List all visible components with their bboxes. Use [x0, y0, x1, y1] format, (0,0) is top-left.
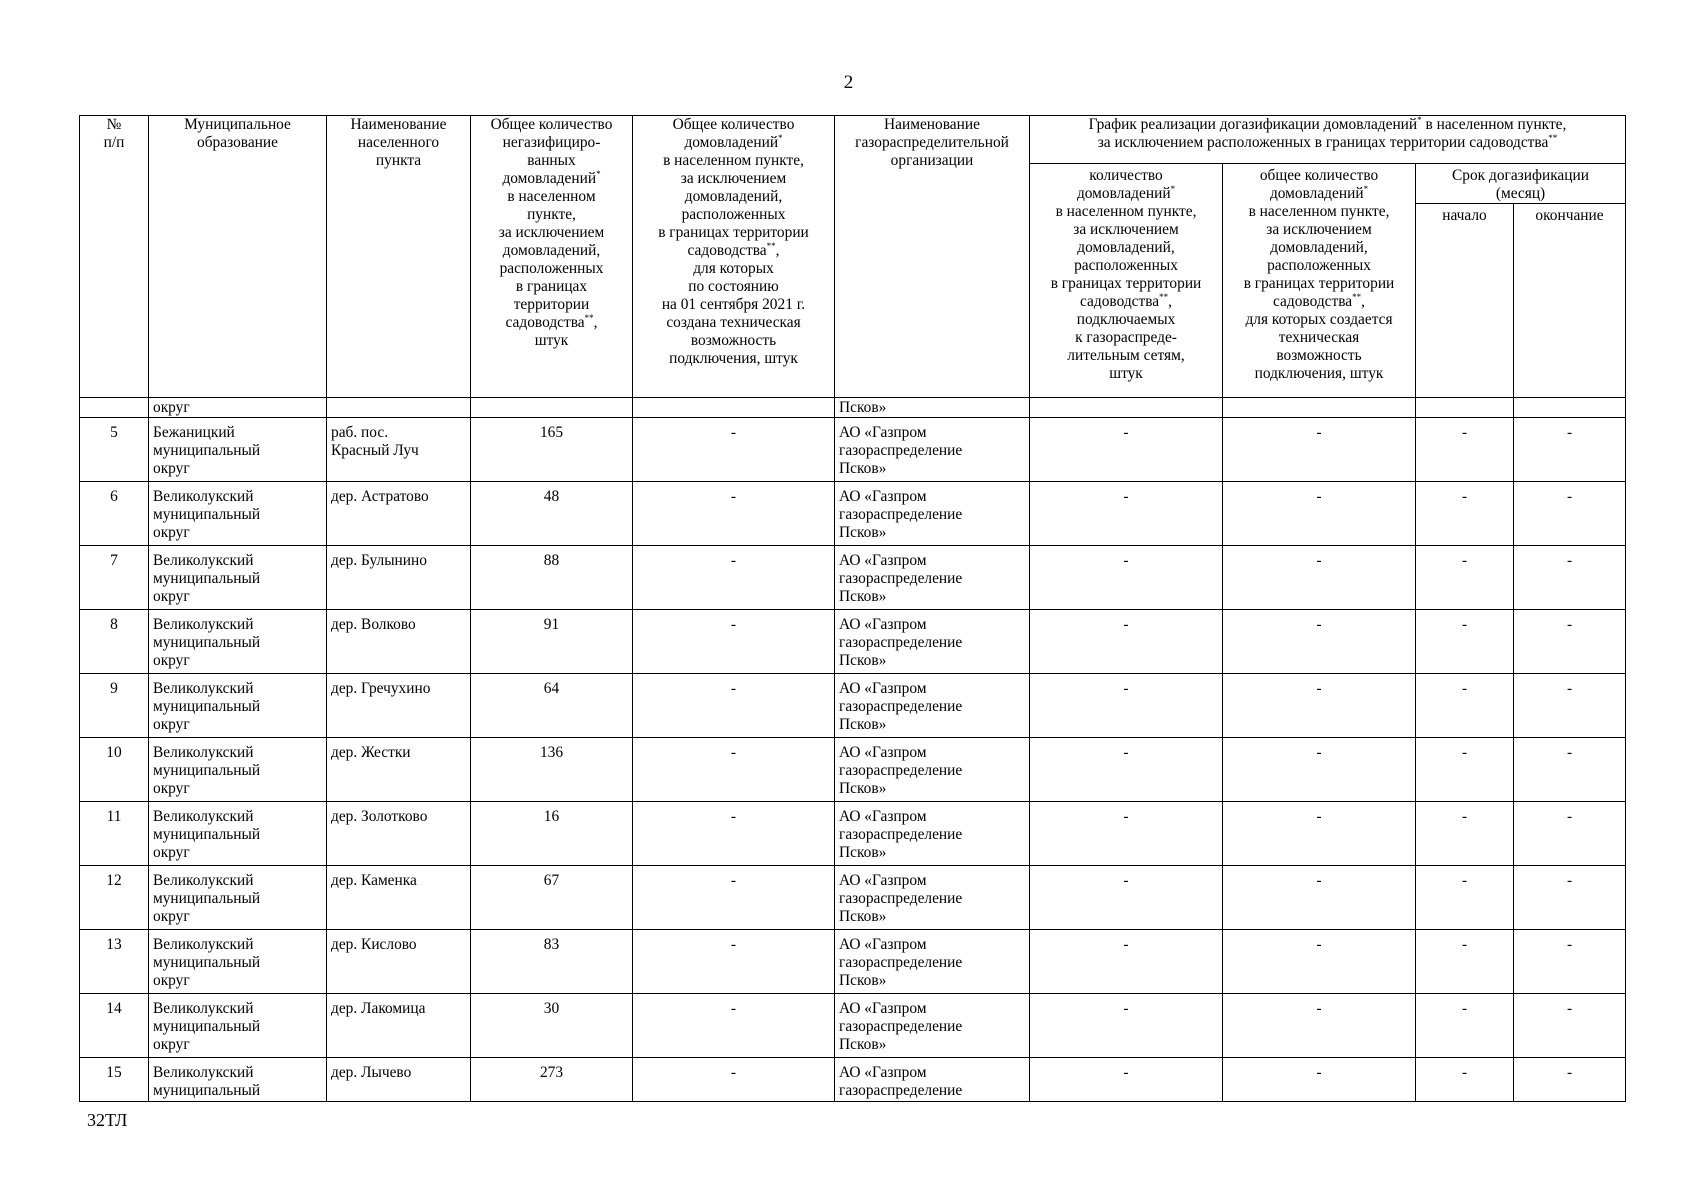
cell-municipality: Великолукский муниципальный округ	[149, 482, 327, 546]
cell-gas-org: АО «Газпром газораспределение Псков»	[835, 802, 1030, 866]
table-row-continued	[80, 398, 1626, 418]
cell-municipality: Великолукский муниципальный округ	[149, 738, 327, 802]
table-body	[80, 398, 1626, 1102]
cell-settlement: раб. пос. Красный Луч	[327, 418, 471, 482]
cell-start: -	[1416, 866, 1514, 930]
cell-created: -	[1223, 674, 1416, 738]
cell-created: -	[1223, 994, 1416, 1058]
cell-start: -	[1416, 994, 1514, 1058]
cell-connected: -	[1030, 802, 1223, 866]
cell-end: -	[1514, 930, 1626, 994]
cell-end: -	[1514, 610, 1626, 674]
cell-technical: -	[633, 802, 835, 866]
cell-end: -	[1514, 738, 1626, 802]
cell-num: 6	[80, 482, 149, 546]
cell-created: -	[1223, 738, 1416, 802]
cell-gas-org: АО «Газпром газораспределение Псков»	[835, 930, 1030, 994]
cell-num: 9	[80, 674, 149, 738]
table-row	[80, 866, 1626, 930]
cell-start	[1416, 398, 1514, 418]
table-row	[80, 1058, 1626, 1102]
header-total-nongasified: Общее количество негазифициро- ванных домовладений* в населенном пункте, за исключением домовладений, расположенных в границах территории садоводства**, штук	[471, 116, 633, 398]
cell-created: -	[1223, 418, 1416, 482]
cell-settlement: дер. Золотково	[327, 802, 471, 866]
cell-num: 13	[80, 930, 149, 994]
footer-code: 32ТЛ	[87, 1110, 128, 1130]
header-settlement: Наименование населенного пункта	[327, 116, 471, 398]
cell-connected: -	[1030, 866, 1223, 930]
table-row	[80, 930, 1626, 994]
header-municipality: Муниципальное образование	[149, 116, 327, 398]
cell-end	[1514, 398, 1626, 418]
cell-settlement: дер. Астратово	[327, 482, 471, 546]
cell-created: -	[1223, 546, 1416, 610]
header-term-end: окончание	[1514, 204, 1626, 398]
cell-technical: -	[633, 1058, 835, 1102]
cell-municipality: округ	[149, 398, 327, 418]
cell-start: -	[1416, 802, 1514, 866]
cell-num	[80, 398, 149, 418]
table-row	[80, 546, 1626, 610]
cell-total: 136	[471, 738, 633, 802]
cell-technical: -	[633, 418, 835, 482]
cell-municipality: Великолукский муниципальный округ	[149, 802, 327, 866]
cell-num: 12	[80, 866, 149, 930]
cell-connected: -	[1030, 930, 1223, 994]
table-row	[80, 738, 1626, 802]
cell-connected: -	[1030, 546, 1223, 610]
header-connected: количество домовладений* в населенном пункте, за исключением домовладений, расположенных в границах территории садоводства**, подключаемых к газораспреде- лительным сетям, штук	[1030, 164, 1223, 398]
header-total-technical: Общее количество домовладений* в населенном пункте, за исключением домовладений, расположенных в границах территории садоводства**, для которых по состоянию на 01 сентября 2021 г. создана техническая возможность подключения, штук	[633, 116, 835, 398]
cell-total	[471, 398, 633, 418]
cell-start: -	[1416, 482, 1514, 546]
cell-created: -	[1223, 802, 1416, 866]
gasification-table	[79, 115, 1626, 1102]
cell-end: -	[1514, 994, 1626, 1058]
cell-num: 14	[80, 994, 149, 1058]
cell-settlement: дер. Каменка	[327, 866, 471, 930]
cell-end: -	[1514, 674, 1626, 738]
cell-municipality: Великолукский муниципальный округ	[149, 674, 327, 738]
cell-connected: -	[1030, 418, 1223, 482]
cell-num: 11	[80, 802, 149, 866]
cell-technical: -	[633, 866, 835, 930]
cell-total: 67	[471, 866, 633, 930]
cell-gas-org: АО «Газпром газораспределение Псков»	[835, 738, 1030, 802]
header-schedule: График реализации догазификации домовладений* в населенном пункте, за исключением расположенных в границах территории садоводства**	[1030, 116, 1626, 164]
cell-created: -	[1223, 866, 1416, 930]
cell-end: -	[1514, 802, 1626, 866]
cell-technical: -	[633, 546, 835, 610]
cell-settlement: дер. Гречухино	[327, 674, 471, 738]
cell-gas-org: АО «Газпром газораспределение Псков»	[835, 610, 1030, 674]
cell-total: 273	[471, 1058, 633, 1102]
cell-connected	[1030, 398, 1223, 418]
cell-connected: -	[1030, 1058, 1223, 1102]
table-header	[80, 116, 1626, 398]
cell-gas-org: АО «Газпром газораспределение Псков»	[835, 866, 1030, 930]
cell-start: -	[1416, 1058, 1514, 1102]
cell-technical: -	[633, 738, 835, 802]
cell-gas-org: АО «Газпром газораспределение Псков»	[835, 418, 1030, 482]
cell-technical: -	[633, 994, 835, 1058]
cell-settlement: дер. Булынино	[327, 546, 471, 610]
header-gas-org: Наименование газораспределительной организации	[835, 116, 1030, 398]
cell-gas-org: АО «Газпром газораспределение Псков»	[835, 674, 1030, 738]
table-row	[80, 610, 1626, 674]
table-row	[80, 482, 1626, 546]
cell-total: 91	[471, 610, 633, 674]
cell-connected: -	[1030, 738, 1223, 802]
cell-gas-org: АО «Газпром газораспределение Псков»	[835, 546, 1030, 610]
cell-end: -	[1514, 866, 1626, 930]
cell-start: -	[1416, 610, 1514, 674]
cell-num: 5	[80, 418, 149, 482]
cell-start: -	[1416, 418, 1514, 482]
cell-total: 30	[471, 994, 633, 1058]
cell-created: -	[1223, 930, 1416, 994]
header-term-start: начало	[1416, 204, 1514, 398]
cell-settlement: дер. Волково	[327, 610, 471, 674]
cell-gas-org: АО «Газпром газораспределение Псков»	[835, 994, 1030, 1058]
cell-municipality: Великолукский муниципальный округ	[149, 930, 327, 994]
cell-total: 83	[471, 930, 633, 994]
cell-settlement: дер. Кислово	[327, 930, 471, 994]
cell-settlement	[327, 398, 471, 418]
cell-total: 165	[471, 418, 633, 482]
cell-total: 48	[471, 482, 633, 546]
cell-technical: -	[633, 610, 835, 674]
cell-settlement: дер. Лакомица	[327, 994, 471, 1058]
cell-gas-org: АО «Газпром газораспределение Псков»	[835, 482, 1030, 546]
cell-start: -	[1416, 546, 1514, 610]
cell-num: 15	[80, 1058, 149, 1102]
table-row	[80, 802, 1626, 866]
cell-technical: -	[633, 674, 835, 738]
cell-end: -	[1514, 1058, 1626, 1102]
cell-total: 16	[471, 802, 633, 866]
cell-settlement: дер. Лычево	[327, 1058, 471, 1102]
cell-connected: -	[1030, 482, 1223, 546]
cell-gas-org: Псков»	[835, 398, 1030, 418]
cell-settlement: дер. Жестки	[327, 738, 471, 802]
cell-num: 10	[80, 738, 149, 802]
header-created: общее количество домовладений* в населенном пункте, за исключением домовладений, расположенных в границах территории садоводства**, для которых создается техническая возможность подключения, штук	[1223, 164, 1416, 398]
cell-connected: -	[1030, 674, 1223, 738]
cell-connected: -	[1030, 994, 1223, 1058]
cell-municipality: Великолукский муниципальный	[149, 1058, 327, 1102]
cell-municipality: Великолукский муниципальный округ	[149, 994, 327, 1058]
cell-created: -	[1223, 610, 1416, 674]
cell-num: 8	[80, 610, 149, 674]
header-term: Срок догазификации (месяц)	[1416, 164, 1626, 204]
cell-municipality: Бежаницкий муниципальный округ	[149, 418, 327, 482]
cell-municipality: Великолукский муниципальный округ	[149, 610, 327, 674]
cell-end: -	[1514, 546, 1626, 610]
cell-gas-org: АО «Газпром газораспределение	[835, 1058, 1030, 1102]
cell-technical	[633, 398, 835, 418]
cell-technical: -	[633, 930, 835, 994]
cell-total: 88	[471, 546, 633, 610]
cell-created: -	[1223, 1058, 1416, 1102]
header-num: № п/п	[80, 116, 149, 398]
page-number: 2	[843, 72, 854, 93]
cell-end: -	[1514, 418, 1626, 482]
table-row	[80, 418, 1626, 482]
cell-end: -	[1514, 482, 1626, 546]
cell-start: -	[1416, 930, 1514, 994]
cell-technical: -	[633, 482, 835, 546]
cell-start: -	[1416, 738, 1514, 802]
cell-municipality: Великолукский муниципальный округ	[149, 546, 327, 610]
cell-total: 64	[471, 674, 633, 738]
table-row	[80, 674, 1626, 738]
table-row	[80, 994, 1626, 1058]
cell-municipality: Великолукский муниципальный округ	[149, 866, 327, 930]
cell-start: -	[1416, 674, 1514, 738]
cell-num: 7	[80, 546, 149, 610]
cell-created: -	[1223, 482, 1416, 546]
cell-connected: -	[1030, 610, 1223, 674]
cell-created	[1223, 398, 1416, 418]
